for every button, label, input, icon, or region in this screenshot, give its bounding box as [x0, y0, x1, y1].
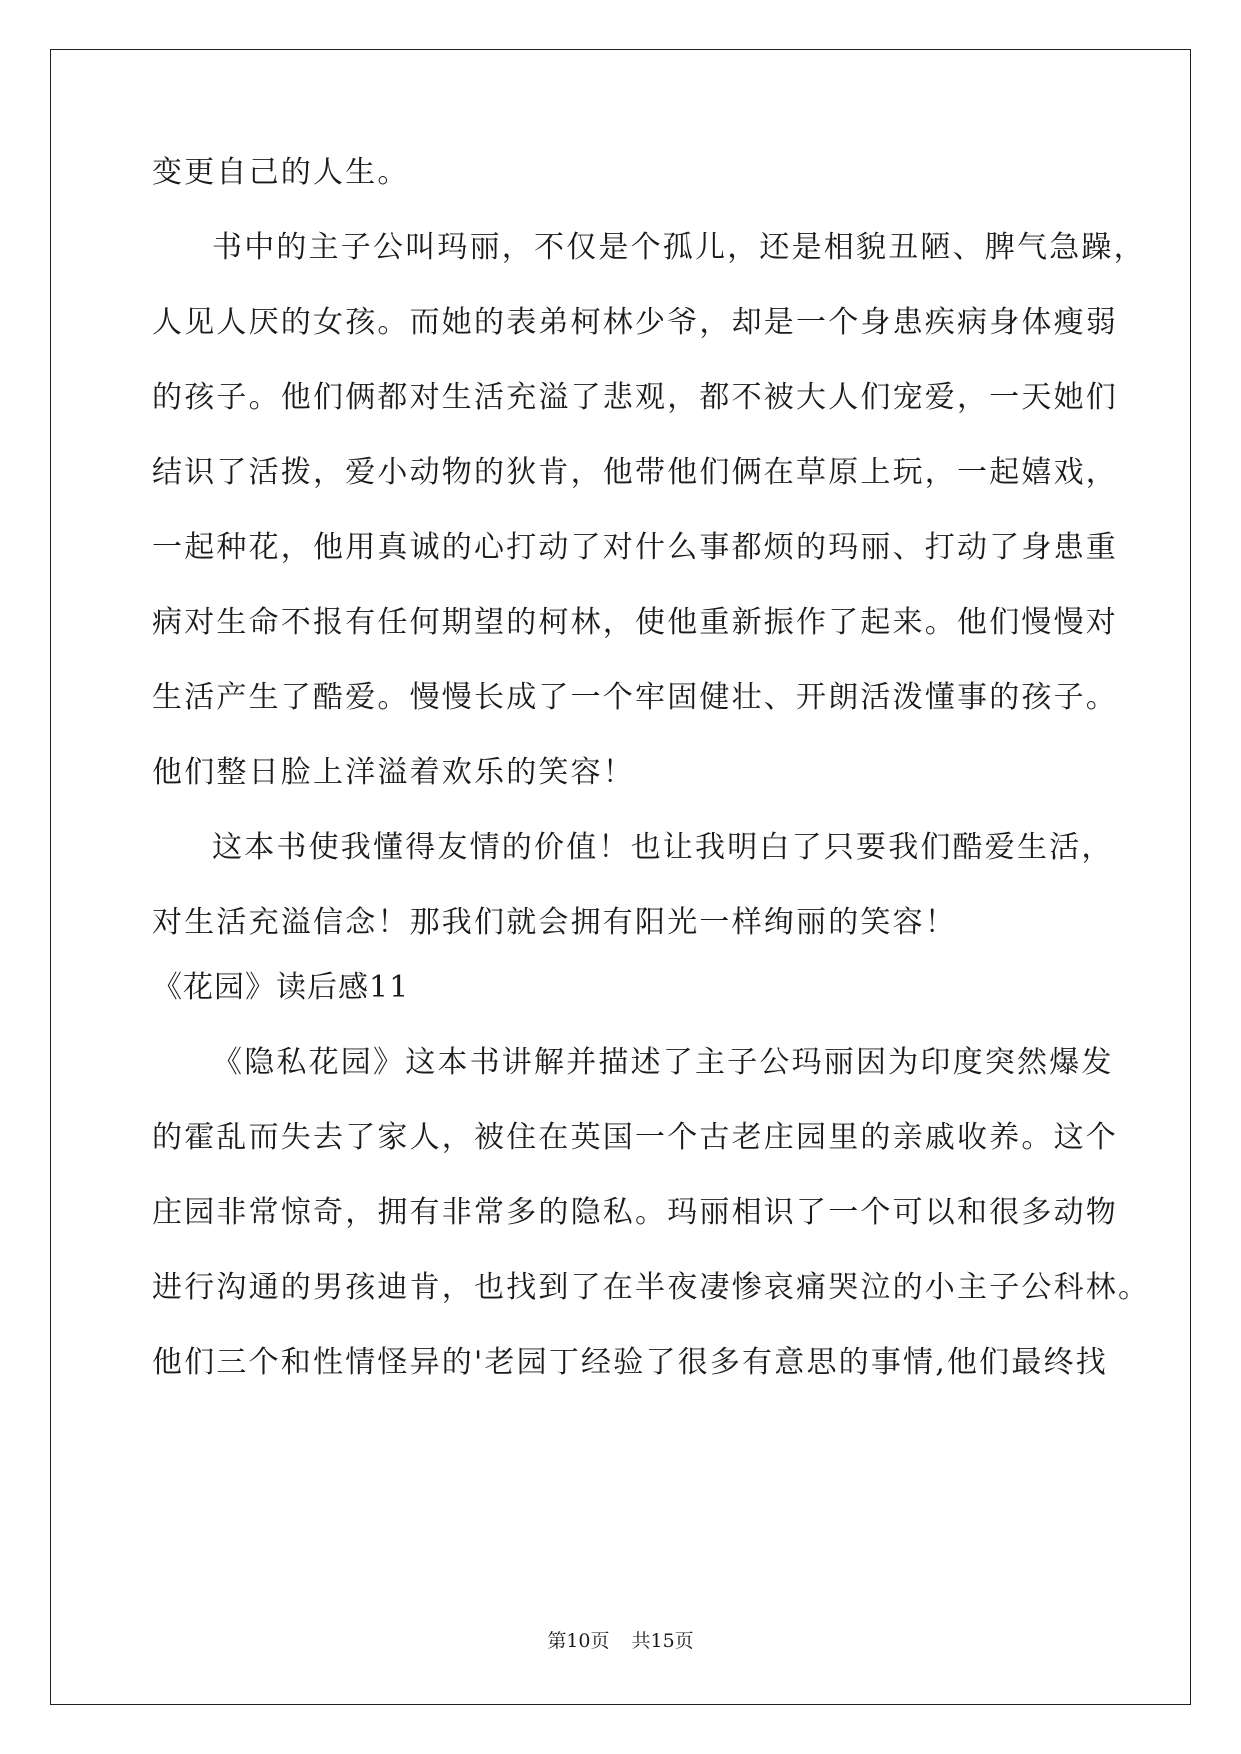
- text-line: 庄园非常惊奇，拥有非常多的隐私。玛丽相识了一个可以和很多动物: [152, 1195, 1118, 1230]
- text-line: 一起种花，他用真诚的心打动了对什么事都烦的玛丽、打动了身患重: [152, 530, 1118, 565]
- text-line: 人见人厌的女孩。而她的表弟柯林少爷，却是一个身患疾病身体瘦弱: [152, 305, 1118, 340]
- text-line: 进行沟通的男孩迪肯，也找到了在半夜凄惨哀痛哭泣的小主子公科林。: [152, 1270, 1151, 1305]
- text-line: 的孩子。他们俩都对生活充溢了悲观，都不被大人们宠爱，一天她们: [152, 380, 1118, 415]
- text-line: 书中的主子公叫玛丽，不仅是个孤儿，还是相貌丑陋、脾气急躁，: [212, 230, 1146, 265]
- text-line: 结识了活拨，爱小动物的狄肯，他带他们俩在草原上玩，一起嬉戏，: [152, 455, 1118, 490]
- page-number: 第10页: [547, 1630, 610, 1652]
- section-heading: 《花园》读后感11: [152, 970, 410, 1005]
- text-line: 《隐私花园》这本书讲解并描述了主子公玛丽因为印度突然爆发: [212, 1045, 1114, 1080]
- text-line: 的霍乱而失去了家人，被住在英国一个古老庄园里的亲戚收养。这个: [152, 1120, 1118, 1155]
- page-border: [50, 49, 1191, 1705]
- text-line: 变更自己的人生。: [152, 155, 410, 190]
- text-line: 对生活充溢信念！那我们就会拥有阳光一样绚丽的笑容！: [152, 905, 957, 940]
- text-line: 他们整日脸上洋溢着欢乐的笑容！: [152, 755, 635, 790]
- text-line: 他们三个和性情怪异的'老园丁经验了很多有意思的事情,他们最终找: [152, 1345, 1108, 1380]
- text-line: 生活产生了酷爱。慢慢长成了一个牢固健壮、开朗活泼懂事的孩子。: [152, 680, 1118, 715]
- text-line: 这本书使我懂得友情的价值！也让我明白了只要我们酷爱生活，: [212, 830, 1114, 865]
- page-footer: [0, 1629, 1241, 1653]
- page-total: 共15页: [631, 1630, 694, 1652]
- text-line: 病对生命不报有任何期望的柯林，使他重新振作了起来。他们慢慢对: [152, 605, 1118, 640]
